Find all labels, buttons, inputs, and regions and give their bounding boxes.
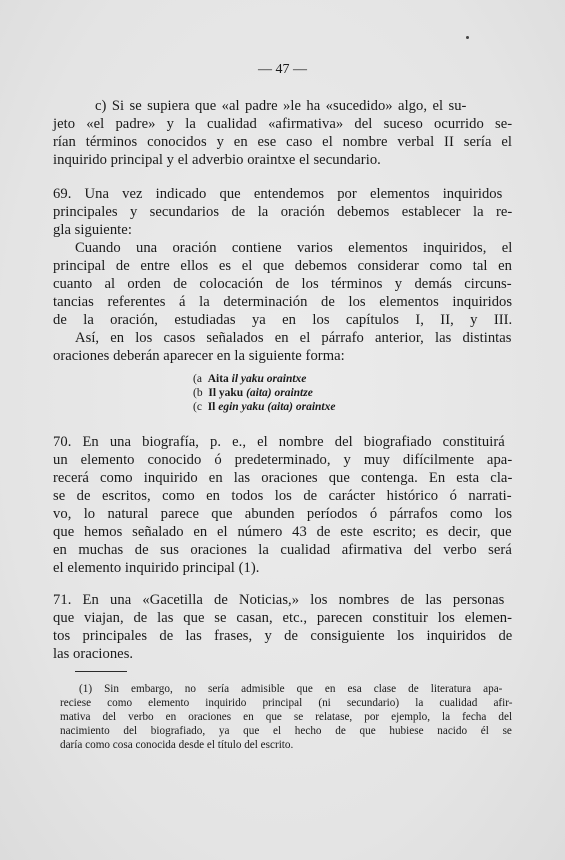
- text-line: que hemos señalado en el número 43 de este escrito; es decir, que: [53, 524, 512, 540]
- text-line: de la oración, estudiadas ya en los capítulos I, II, y III.: [53, 312, 513, 328]
- example-b: (b Il yaku (aita) oraintze: [193, 387, 313, 399]
- text-line: principales y secundarios de la oración debemos establecer la re-: [53, 204, 513, 220]
- text-line: gla siguiente:: [53, 222, 132, 238]
- footnote-line: mativa del verbo en oraciones en que se relatase, por ejemplo, la fecha del: [60, 711, 513, 723]
- text-line: jeto «el padre» y la cualidad «afirmativa» del suceso ocurrido se-: [53, 116, 513, 132]
- example-c: (c Il egin yaku (aita) oraintxe: [193, 401, 336, 413]
- page-number: — 47 —: [258, 62, 307, 77]
- text-line: 70. En una biografía, p. e., el nombre del biografiado constituirá: [53, 434, 505, 450]
- footnote-line: reciese como elemento inquirido principal (ni secundario) la cualidad afir-: [60, 697, 513, 709]
- text-line: rían términos conocidos y en ese caso el nombre verbal II sería el: [53, 134, 513, 150]
- footnote-line: daría como cosa conocida desde el título del escrito.: [60, 739, 294, 751]
- text-line: tancias referentes á la determinación de los elementos inquiridos: [53, 294, 513, 310]
- text-line: en muchas de sus oraciones la cualidad afirmativa del verbo será: [53, 542, 512, 558]
- text-line: Así, en los casos señalados en el párrafo anterior, las distintas: [75, 330, 512, 346]
- footnote-separator: [75, 671, 127, 672]
- text-line: principal de entre ellos es el que debemos considerar como tal en: [53, 258, 512, 274]
- text-line: inquirido principal y el adverbio oraintxe el secundario.: [53, 152, 381, 168]
- text-line: oraciones deberán aparecer en la siguiente forma:: [53, 348, 345, 364]
- text-line: tos principales de las frases, y de consiguiente los inquiridos de: [53, 628, 513, 644]
- footnote-line: nacimiento del biografiado, ya que el hecho de que hubiese nacido él se: [60, 725, 512, 737]
- text-line: Cuando una oración contiene varios elementos inquiridos, el: [75, 240, 513, 256]
- text-line: el elemento inquirido principal (1).: [53, 560, 260, 576]
- text-line: se de escritos, como en todos los de carácter histórico ó narrati-: [53, 488, 512, 504]
- footnote-line: (1) Sin embargo, no sería admisible que en esa clase de literatura apa-: [79, 683, 503, 695]
- text-line: cuanto al orden de colocación de los términos y demás circuns-: [53, 276, 512, 292]
- text-line: 69. Una vez indicado que entendemos por elementos inquiridos: [53, 186, 503, 202]
- text-line: un elemento conocido ó predeterminado, y muy difícilmente apa-: [53, 452, 513, 468]
- text-line: recerá como inquirido en las oraciones que contenga. En esta cla-: [53, 470, 513, 486]
- text-line: c) Si se supiera que «al padre »le ha «sucedido» algo, el su-: [95, 98, 467, 114]
- paper-speck: [466, 36, 469, 39]
- text-line: 71. En una «Gacetilla de Noticias,» los nombres de las personas: [53, 592, 505, 608]
- text-line: las oraciones.: [53, 646, 134, 662]
- example-a: (a Aita il yaku oraintxe: [193, 373, 307, 385]
- text-line: que viajan, de las que se casan, etc., parecen constituir los elemen-: [53, 610, 513, 626]
- text-line: vo, lo natural parece que abunden períodos ó párrafos como los: [53, 506, 513, 522]
